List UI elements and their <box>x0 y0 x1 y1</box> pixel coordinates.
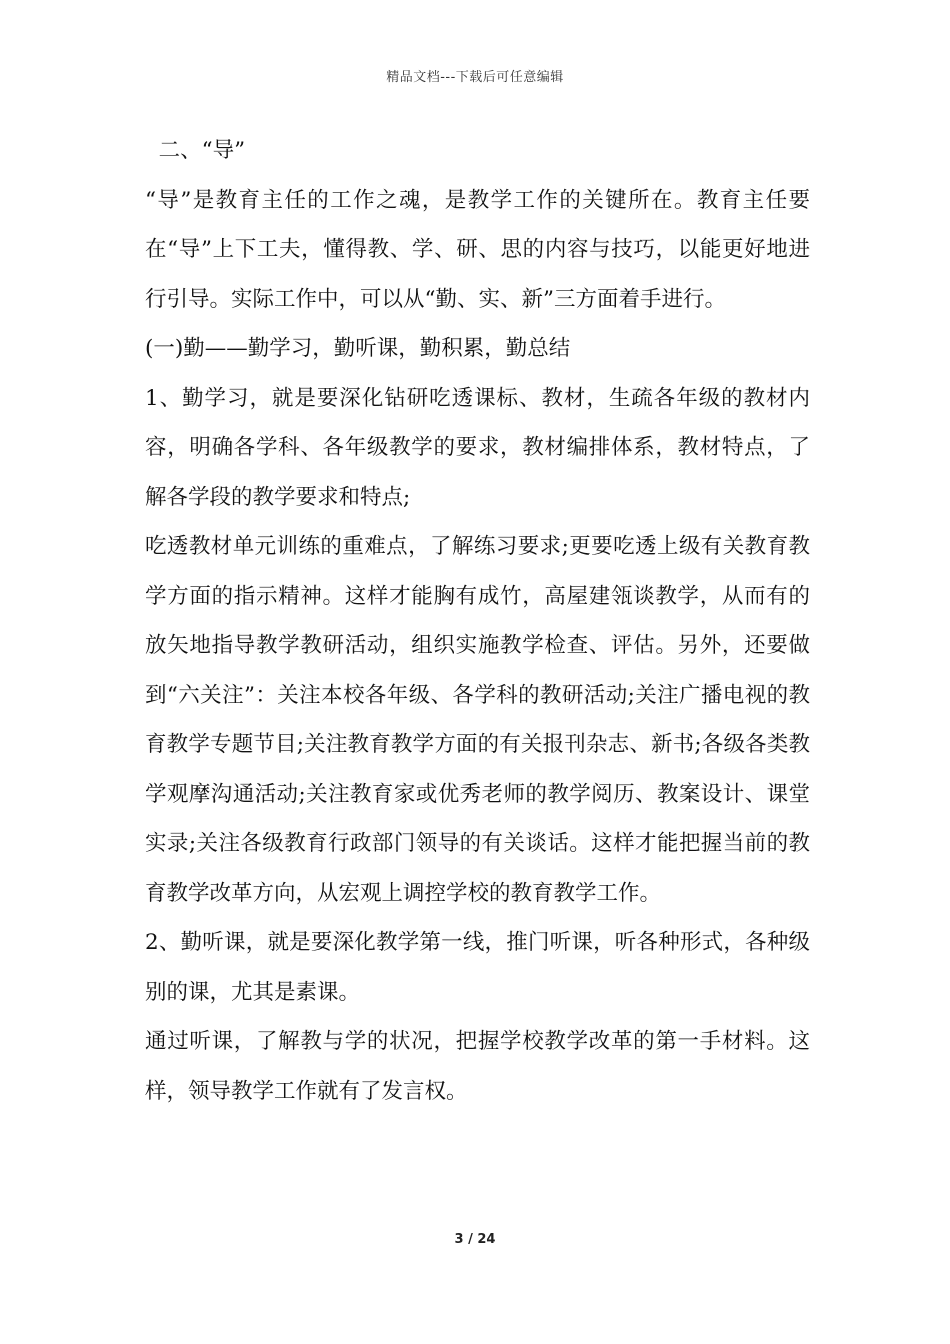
page-number: 3 / 24 <box>454 1232 496 1247</box>
document-body <box>145 126 810 1116</box>
body-paragraph: “导”是教育主任的工作之魂，是教学工作的关键所在。教育主任要在“导”上下工夫，懂得教、学、研、思的内容与技巧，以能更好地进行引导。实际工作中，可以从“勤、实、新”三方面着手进行。 <box>145 187 810 312</box>
subsection-heading: (一)勤——勤学习，勤听课，勤积累，勤总结 <box>145 336 571 361</box>
section-heading: 二、“导” <box>145 138 246 163</box>
body-paragraph: 1、勤学习，就是要深化钻研吃透课标、教材，生疏各年级的教材内容，明确各学科、各年级教学的要求，教材编排体系，教材特点，了解各学段的教学要求和特点; <box>145 385 810 510</box>
body-paragraph: 2、勤听课，就是要深化教学第一线，推门听课，听各种形式，各种级别的课，尤其是素课。 <box>145 930 810 1005</box>
body-paragraph: 吃透教材单元训练的重难点，了解练习要求;更要吃透上级有关教育教学方面的指示精神。这样才能胸有成竹，高屋建瓴谈教学，从而有的放矢地指导教学教研活动，组织实施教学检查、评估。另外，还要做到“六关注”：关注本校各年级、各学科的教研活动;关注广播电视的教育教学专题节目;关注教育教学方面的有关报刊杂志、新书;各级各类教学观摩沟通活动;关注教育家或优秀老师的教学阅历、教案设计、课堂实录;关注各级教育行政部门领导的有关谈话。这样才能把握当前的教育教学改革方向，从宏观上调控学校的教育教学工作。 <box>145 534 810 906</box>
page-header: 精品文档---下载后可任意编辑 <box>386 70 564 85</box>
body-paragraph: 通过听课，了解教与学的状况，把握学校教学改革的第一手材料。这样，领导教学工作就有了发言权。 <box>145 1029 810 1104</box>
